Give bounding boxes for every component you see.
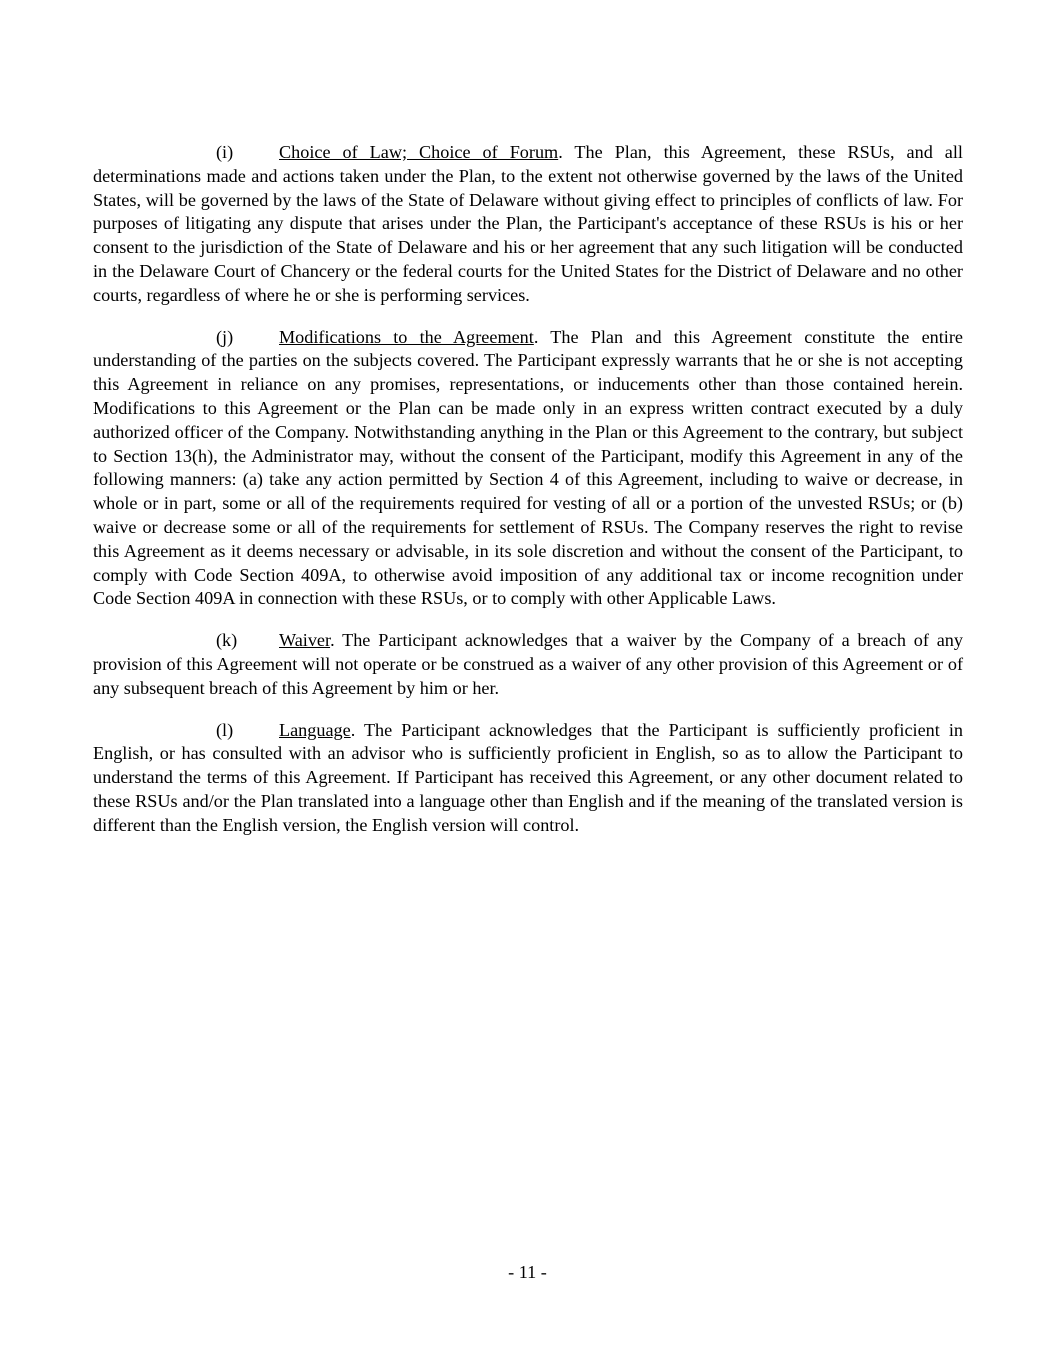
- section-heading: Choice of Law; Choice of Forum: [279, 142, 559, 162]
- section-waiver: [93, 629, 963, 700]
- section-modifications: [93, 326, 963, 612]
- section-body: . The Plan and this Agreement constitute the entire understanding of the parties on the subjects covered. The Participant expressly warrants that he or she is not accepting this Agreement in reliance on any promises, representations, or inducements other than those contained herein. Modifications to this Agreement or the Plan can be made only in an express written contract executed by a duly authorized officer of the Company. Notwithstanding anything in the Plan or this Agreement to the contrary, but subject to Section 13(h), the Administrator may, without the consent of the Participant, modify this Agreement in any of the following manners: (a) take any action permitted by Section 4 of this Agreement, including to waive or decrease, in whole or in part, some or all of the requirements required for vesting of all or a portion of the unvested RSUs; or (b) waive or decrease some or all of the requirements for settlement of RSUs. The Company reserves the right to revise this Agreement as it deems necessary or advisable, in its sole discretion and without the consent of the Participant, to comply with Code Section 409A, to otherwise avoid imposition of any additional tax or income recognition under Code Section 409A in connection with these RSUs, or to comply with other Applicable Laws.: [93, 326, 963, 609]
- section-number: (j): [216, 326, 234, 347]
- page-number: - 11 -: [508, 1262, 547, 1282]
- document-page: [93, 141, 963, 856]
- section-number: (k): [216, 630, 238, 651]
- section-heading: Language: [279, 719, 351, 740]
- section-language: [93, 719, 963, 838]
- section-heading: Waiver: [279, 630, 331, 651]
- section-number: (l): [216, 719, 234, 740]
- section-heading: Modifications to the Agreement: [279, 326, 534, 347]
- section-number: (i): [216, 142, 234, 162]
- section-body: . The Plan, this Agreement, these RSUs, and all determinations made and actions taken under the Plan, to the extent not otherwise governed by the laws of the United States, will be governed by the laws of the State of Delaware without giving effect to principles of conflicts of law. For purposes of litigating any dispute that arises under the Plan, the Participant's acceptance of these RSUs is his or her consent to the jurisdiction of the State of Delaware and his or her agreement that any such litigation will be conducted in the Delaware Court of Chancery or the federal courts for the United States for the District of Delaware and no other courts, regardless of where he or she is performing services.: [93, 142, 963, 305]
- section-choice-of-law: [93, 141, 963, 308]
- section-body: . The Participant acknowledges that the Participant is sufficiently proficient in English, or has consulted with an advisor who is sufficiently proficient in English, so as to allow the Participant to understand the terms of this Agreement. If Participant has received this Agreement, or any other document related to these RSUs and/or the Plan translated into a language other than English and if the meaning of the translated version is different than the English version, the English version will control.: [93, 719, 963, 835]
- section-body: . The Participant acknowledges that a waiver by the Company of a breach of any provision of this Agreement will not operate or be construed as a waiver of any other provision of this Agreement or of any subsequent breach of this Agreement by him or her.: [93, 630, 963, 698]
